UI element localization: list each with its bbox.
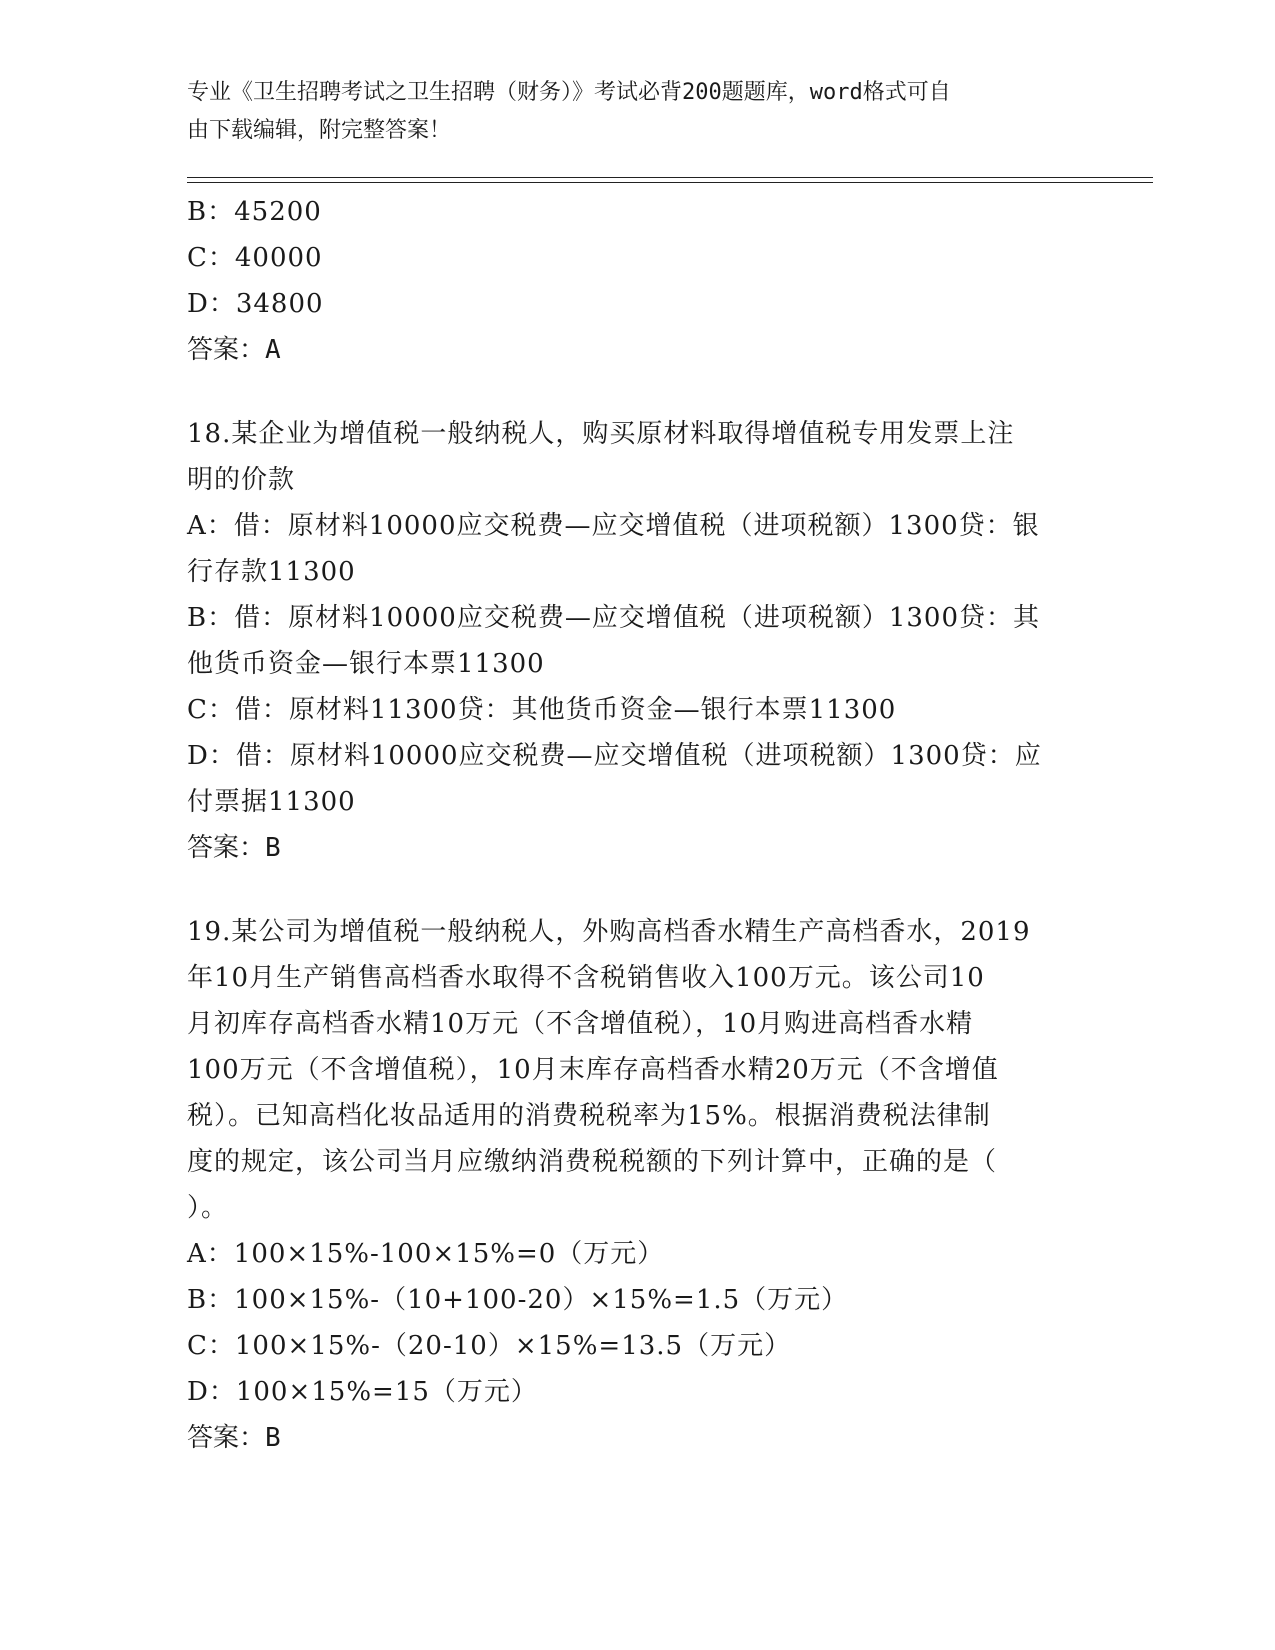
q19-stem-line-2: 年10月生产销售高档香水取得不含税销售收入100万元。该公司10 (187, 963, 985, 993)
header-line-1: 专业《卫生招聘考试之卫生招聘（财务）》考试必背200题题库，word格式可自 (187, 80, 951, 105)
q18-option-a-line-2: 行存款11300 (187, 557, 356, 587)
q19-option-b: B：100×15%-（10+100-20）×15%=1.5（万元） (187, 1285, 849, 1315)
q19-stem-line-7: ）。 (187, 1193, 229, 1223)
q18-option-a-line-1: A：借：原材料10000应交税费—应交增值税（进项税额）1300贷：银 (187, 511, 1040, 541)
document-body (187, 189, 1087, 1461)
q18-answer: 答案：B (187, 833, 281, 863)
q18-option-d-line-1: D：借：原材料10000应交税费—应交增值税（进项税额）1300贷：应 (187, 741, 1042, 771)
header-line-2: 由下载编辑，附完整答案！ (187, 118, 452, 143)
q19-stem-line-1: 19.某公司为增值税一般纳税人，外购高档香水精生产高档香水，2019 (187, 917, 1031, 947)
question-19 (187, 909, 1087, 1461)
header-divider-top (187, 177, 1153, 178)
q17-option-d: D：34800 (187, 289, 324, 319)
q19-option-a: A：100×15%-100×15%=0（万元） (187, 1239, 665, 1269)
q18-option-b-line-2: 他货币资金—银行本票11300 (187, 649, 545, 679)
q19-stem-line-6: 度的规定，该公司当月应缴纳消费税税额的下列计算中，正确的是（ (187, 1147, 998, 1177)
q19-stem-line-5: 税）。已知高档化妆品适用的消费税税率为15%。根据消费税法律制 (187, 1101, 991, 1131)
q18-stem-line-2: 明的价款 (187, 465, 296, 495)
q19-option-c: C：100×15%-（20-10）×15%=13.5（万元） (187, 1331, 792, 1361)
question-17-tail (187, 189, 1087, 373)
q17-option-b: B：45200 (187, 197, 322, 227)
q19-answer: 答案：B (187, 1423, 281, 1453)
q18-option-b-line-1: B：借：原材料10000应交税费—应交增值税（进项税额）1300贷：其 (187, 603, 1040, 633)
q18-stem-line-1: 18.某企业为增值税一般纳税人，购买原材料取得增值税专用发票上注 (187, 419, 1015, 449)
q19-option-d: D：100×15%=15（万元） (187, 1377, 538, 1407)
section-gap (187, 373, 1087, 411)
q18-option-d-line-2: 付票据11300 (187, 787, 356, 817)
document-header (187, 74, 1077, 150)
question-18 (187, 411, 1087, 871)
header-divider-bottom (187, 182, 1153, 183)
q19-stem-line-4: 100万元（不含增值税），10月末库存高档香水精20万元（不含增值 (187, 1055, 999, 1085)
q17-option-c: C：40000 (187, 243, 323, 273)
q19-stem-line-3: 月初库存高档香水精10万元（不含增值税），10月购进高档香水精 (187, 1009, 974, 1039)
q17-answer: 答案：A (187, 335, 281, 365)
section-gap (187, 871, 1087, 909)
q18-option-c: C：借：原材料11300贷：其他货币资金—银行本票11300 (187, 695, 897, 725)
